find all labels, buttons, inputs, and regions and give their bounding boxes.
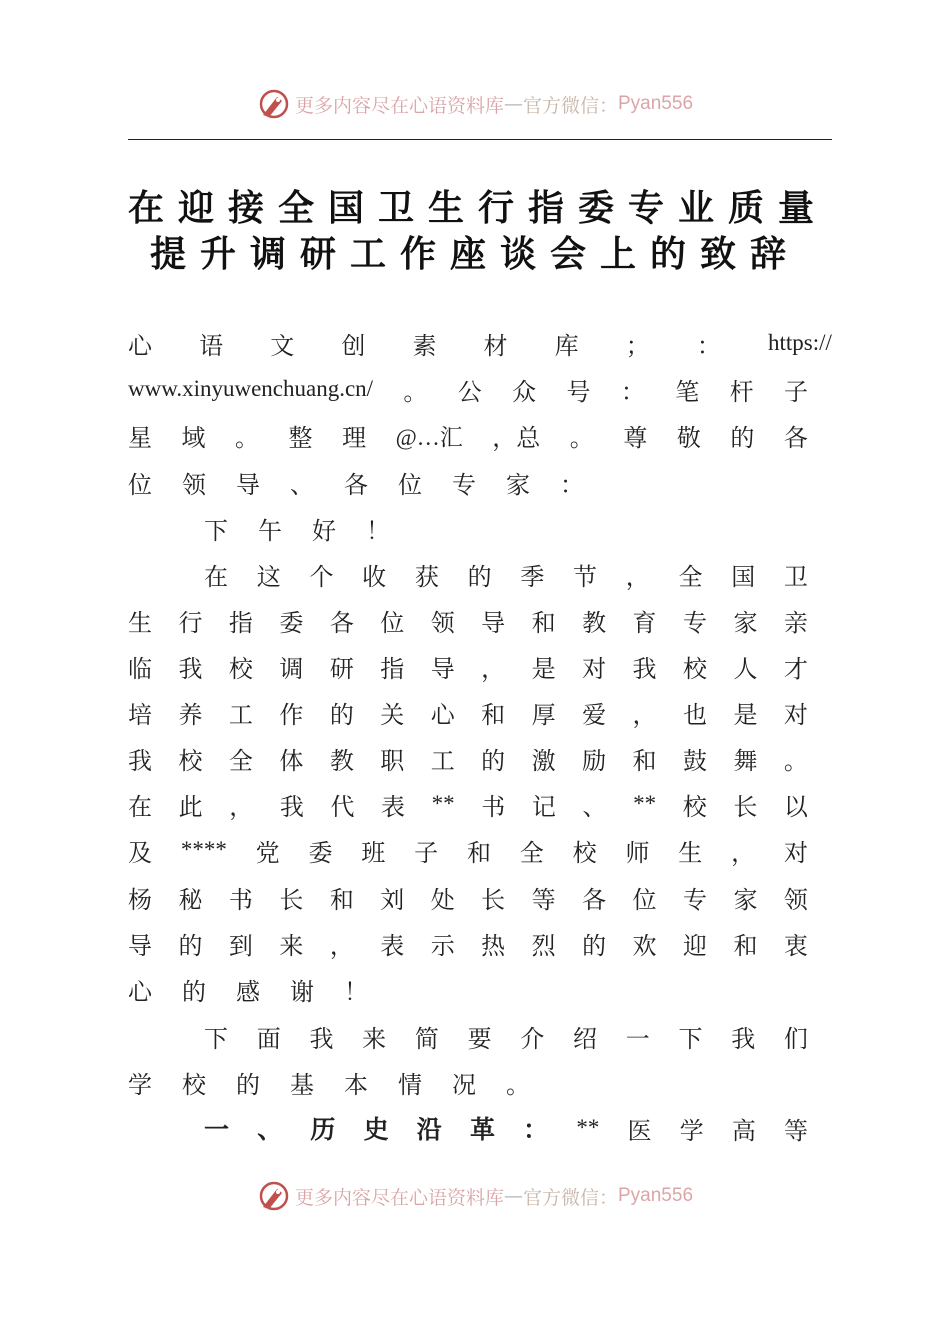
body-token: 尊	[623, 423, 648, 452]
body-token: 工	[228, 700, 253, 729]
body-token: 舞	[733, 746, 758, 775]
body-token: 职	[380, 746, 405, 775]
body-token: 校	[682, 792, 707, 821]
body-token: 们	[783, 1024, 808, 1053]
body-token: 基	[290, 1070, 314, 1099]
body-token: ：	[523, 1115, 549, 1144]
header-divider	[128, 139, 832, 140]
body-token: 委	[279, 608, 304, 637]
body-token: 表	[381, 792, 406, 821]
body-line	[128, 1059, 808, 1105]
body-token: 指	[228, 608, 253, 637]
body-token: 介	[520, 1024, 545, 1053]
body-token: ，	[632, 700, 657, 729]
body-token: 创	[341, 331, 366, 360]
body-token: 学	[128, 1070, 152, 1099]
body-token: 午	[258, 516, 282, 545]
body-token: ，	[481, 654, 506, 683]
body-token: 人	[733, 654, 758, 683]
body-token: 。	[403, 377, 428, 406]
body-token: ：	[620, 377, 645, 406]
body-line	[128, 689, 808, 735]
body-token: 好	[312, 516, 336, 545]
body-token: 。	[506, 1070, 530, 1099]
body-token: 况	[452, 1070, 476, 1099]
body-token: 心	[430, 700, 455, 729]
body-token: 的	[481, 746, 506, 775]
body-token: 的	[467, 562, 492, 591]
body-token: 热	[481, 931, 506, 960]
body-token: **	[431, 791, 455, 816]
body-token: 我	[178, 654, 203, 683]
body-token: 。	[235, 423, 260, 452]
body-token: 心	[128, 331, 152, 360]
body-line	[128, 412, 808, 458]
banner-separator: —	[503, 93, 523, 115]
body-token: 是	[733, 700, 758, 729]
body-token: 收	[362, 562, 387, 591]
body-token: 刘	[380, 885, 405, 914]
body-token: 各	[329, 608, 354, 637]
body-token: 爱	[582, 700, 607, 729]
body-token: 对	[783, 700, 808, 729]
body-token: 和	[733, 931, 758, 960]
body-token: 历	[310, 1115, 336, 1144]
body-token: 的	[730, 423, 755, 452]
body-token: 调	[279, 654, 304, 683]
body-token: 我	[128, 746, 152, 775]
body-token: 星	[128, 423, 152, 452]
body-token: 和	[329, 885, 354, 914]
body-token: 欢	[632, 931, 657, 960]
body-token: 和	[466, 838, 491, 867]
body-token: ：	[696, 331, 721, 360]
body-token: 我	[632, 654, 657, 683]
body-token: 个	[309, 562, 334, 591]
body-token: 各	[344, 470, 368, 499]
body-token: 我	[309, 1024, 334, 1053]
body-token: 的	[182, 977, 206, 1006]
body-token: 一	[204, 1115, 230, 1144]
body-token: 的	[178, 931, 203, 960]
body-token: 校	[178, 746, 203, 775]
body-token: 代	[330, 792, 355, 821]
body-token: 等	[784, 1116, 808, 1145]
body-line	[128, 643, 808, 689]
body-line	[128, 320, 832, 366]
body-token: 整	[288, 423, 313, 452]
body-token: 本	[344, 1070, 368, 1099]
body-token: 领	[783, 885, 808, 914]
body-token: @…汇	[395, 424, 463, 450]
body-token: 对	[783, 838, 808, 867]
body-token: ****	[180, 837, 227, 862]
body-token: 和	[481, 700, 506, 729]
body-token: 文	[270, 331, 295, 360]
body-token: ；	[625, 331, 650, 360]
body-token: 和	[632, 746, 657, 775]
body-line	[128, 781, 808, 827]
body-line	[128, 827, 808, 873]
body-token: 来	[362, 1024, 387, 1053]
body-line	[204, 1013, 808, 1059]
body-token: 生	[128, 608, 152, 637]
body-token: 下	[204, 516, 228, 545]
banner-wechat-id: Pyan556	[618, 1185, 694, 1206]
body-token: ，	[229, 792, 254, 821]
body-token: 导	[236, 470, 260, 499]
footer-banner	[0, 1176, 950, 1216]
body-token: ：	[560, 470, 584, 499]
body-token: 导	[430, 654, 455, 683]
body-token: 、	[582, 792, 607, 821]
body-token: 节	[573, 562, 598, 591]
body-token: 记	[531, 792, 556, 821]
body-token: 医	[627, 1116, 652, 1145]
body-line	[128, 735, 808, 781]
banner-wechat-label: 官方微信：	[522, 94, 618, 117]
body-token: 学	[679, 1116, 704, 1145]
body-token: 感	[236, 977, 260, 1006]
body-token: 校	[572, 838, 597, 867]
body-token: 素	[412, 331, 437, 360]
body-token: ，总	[492, 423, 541, 452]
body-token: 校	[182, 1070, 206, 1099]
body-token: 情	[398, 1070, 422, 1099]
body-token: 指	[380, 654, 405, 683]
body-token: ，	[329, 931, 354, 960]
body-token: 以	[783, 792, 808, 821]
body-token: 杆	[729, 377, 754, 406]
body-token: 位	[632, 885, 657, 914]
body-token: 在	[204, 562, 228, 591]
body-line	[128, 459, 808, 505]
body-token: 号	[566, 377, 591, 406]
body-token: 在	[128, 792, 152, 821]
body-token: 班	[361, 838, 386, 867]
body-token: **	[633, 791, 657, 816]
body-token: 下	[678, 1024, 703, 1053]
body-token: 长	[733, 792, 758, 821]
body-token: 我	[731, 1024, 756, 1053]
body-token: 库	[554, 331, 579, 360]
body-token: 师	[625, 838, 650, 867]
body-token: 生	[678, 838, 703, 867]
pen-nib-logo-icon	[257, 1179, 291, 1213]
body-token: 心	[128, 977, 152, 1006]
pen-nib-logo-icon	[257, 87, 291, 121]
body-token: 众	[512, 377, 537, 406]
body-token: 的	[329, 700, 354, 729]
body-token: 绍	[573, 1024, 598, 1053]
body-token: 、	[257, 1115, 283, 1144]
body-token: 。	[783, 746, 808, 775]
body-token: ，	[625, 562, 650, 591]
body-token: 各	[783, 423, 808, 452]
body-token: 子	[783, 377, 808, 406]
body-token: 、	[290, 470, 314, 499]
body-token: 对	[582, 654, 607, 683]
body-token: 杨	[128, 885, 152, 914]
banner-text: 更多内容尽在心语资料库	[294, 1186, 504, 1209]
body-token: 才	[783, 654, 808, 683]
body-token: 面	[256, 1024, 281, 1053]
body-token: 厚	[531, 700, 556, 729]
body-line	[128, 366, 808, 412]
body-token: 等	[531, 885, 556, 914]
body-token: 各	[582, 885, 607, 914]
body-token: 长	[279, 885, 304, 914]
body-token: 委	[308, 838, 333, 867]
body-token: 烈	[531, 931, 556, 960]
body-token: 来	[279, 931, 304, 960]
body-token: 作	[279, 700, 304, 729]
banner-wechat-label: 官方微信：	[522, 1186, 618, 1209]
document-title-line-2: 提升调研工作座谈会上的致辞	[149, 233, 800, 275]
body-token: 教	[582, 608, 607, 637]
body-token: 全	[228, 746, 253, 775]
body-token: 培	[128, 700, 152, 729]
body-token: 表	[380, 931, 405, 960]
body-token: 导	[481, 608, 506, 637]
body-token: 要	[467, 1024, 492, 1053]
body-token: 激	[531, 746, 556, 775]
body-token: 理	[342, 423, 367, 452]
body-token: 和	[531, 608, 556, 637]
body-token: 领	[182, 470, 206, 499]
body-token: 校	[228, 654, 253, 683]
body-token: 。	[569, 423, 594, 452]
body-token: 励	[582, 746, 607, 775]
body-token: 史	[363, 1115, 389, 1144]
body-token: 到	[228, 931, 253, 960]
body-token: ！	[344, 977, 368, 1006]
body-line	[128, 966, 808, 1012]
body-token: 材	[483, 331, 508, 360]
body-token: 亲	[783, 608, 808, 637]
body-token: 的	[582, 931, 607, 960]
body-token: 是	[531, 654, 556, 683]
body-token: 域	[181, 423, 206, 452]
body-token: 高	[731, 1116, 756, 1145]
body-token: 位	[128, 470, 152, 499]
banner-text: 更多内容尽在心语资料库	[294, 94, 504, 117]
body-token: 衷	[783, 931, 808, 960]
body-token: www.xinyuwenchuang.cn/	[128, 376, 374, 401]
body-token: 家	[733, 608, 758, 637]
body-token: 季	[520, 562, 545, 591]
body-token: 育	[632, 608, 657, 637]
body-token: 敬	[676, 423, 701, 452]
body-token: 教	[329, 746, 354, 775]
body-token: **	[576, 1115, 600, 1140]
body-line	[128, 920, 808, 966]
body-token: 体	[279, 746, 304, 775]
body-token: 这	[256, 562, 281, 591]
body-token: 笔	[675, 377, 700, 406]
body-token: 公	[457, 377, 482, 406]
body-token: https://	[767, 330, 832, 355]
body-token: 校	[682, 654, 707, 683]
body-token: 关	[380, 700, 405, 729]
body-token: 工	[430, 746, 455, 775]
body-token: 的	[236, 1070, 260, 1099]
body-token: 位	[380, 608, 405, 637]
body-token: 示	[430, 931, 455, 960]
body-token: 秘	[178, 885, 203, 914]
body-token: 迎	[682, 931, 707, 960]
body-token: 国	[731, 562, 756, 591]
body-line	[204, 551, 808, 597]
body-token: 导	[128, 931, 152, 960]
body-token: 获	[414, 562, 439, 591]
body-token: 我	[279, 792, 304, 821]
body-token: 简	[414, 1024, 439, 1053]
body-token: 一	[625, 1024, 650, 1053]
body-token: 专	[682, 608, 707, 637]
body-token: 谢	[290, 977, 314, 1006]
body-token: 语	[199, 331, 224, 360]
body-line	[204, 505, 808, 551]
body-token: 党	[255, 838, 280, 867]
body-token: 全	[519, 838, 544, 867]
body-token: 此	[178, 792, 203, 821]
body-token: 鼓	[682, 746, 707, 775]
body-token: 书	[228, 885, 253, 914]
body-token: 也	[682, 700, 707, 729]
body-token: 下	[204, 1024, 228, 1053]
body-token: 沿	[416, 1115, 442, 1144]
document-title-line-1: 在迎接全国卫生行指委专业质量	[128, 187, 829, 229]
body-line	[128, 874, 808, 920]
body-token: 领	[430, 608, 455, 637]
body-token: 专	[682, 885, 707, 914]
body-token: ，	[731, 838, 756, 867]
body-token: 长	[481, 885, 506, 914]
body-token: 研	[329, 654, 354, 683]
banner-separator: —	[503, 1185, 523, 1207]
body-token: 位	[398, 470, 422, 499]
body-token: 处	[430, 885, 455, 914]
body-token: 子	[414, 838, 439, 867]
body-token: 全	[678, 562, 703, 591]
body-token: ！	[366, 516, 390, 545]
body-token: 行	[178, 608, 203, 637]
body-token: 临	[128, 654, 152, 683]
body-token: 家	[733, 885, 758, 914]
body-line	[204, 1105, 808, 1151]
body-line	[128, 597, 808, 643]
body-token: 卫	[783, 562, 808, 591]
banner-wechat-id: Pyan556	[618, 93, 694, 114]
body-token: 及	[128, 838, 152, 867]
header-banner	[0, 84, 950, 124]
body-token: 家	[506, 470, 530, 499]
body-token: 专	[452, 470, 476, 499]
body-token: 革	[469, 1115, 495, 1144]
body-token: 养	[178, 700, 203, 729]
body-token: 书	[481, 792, 506, 821]
